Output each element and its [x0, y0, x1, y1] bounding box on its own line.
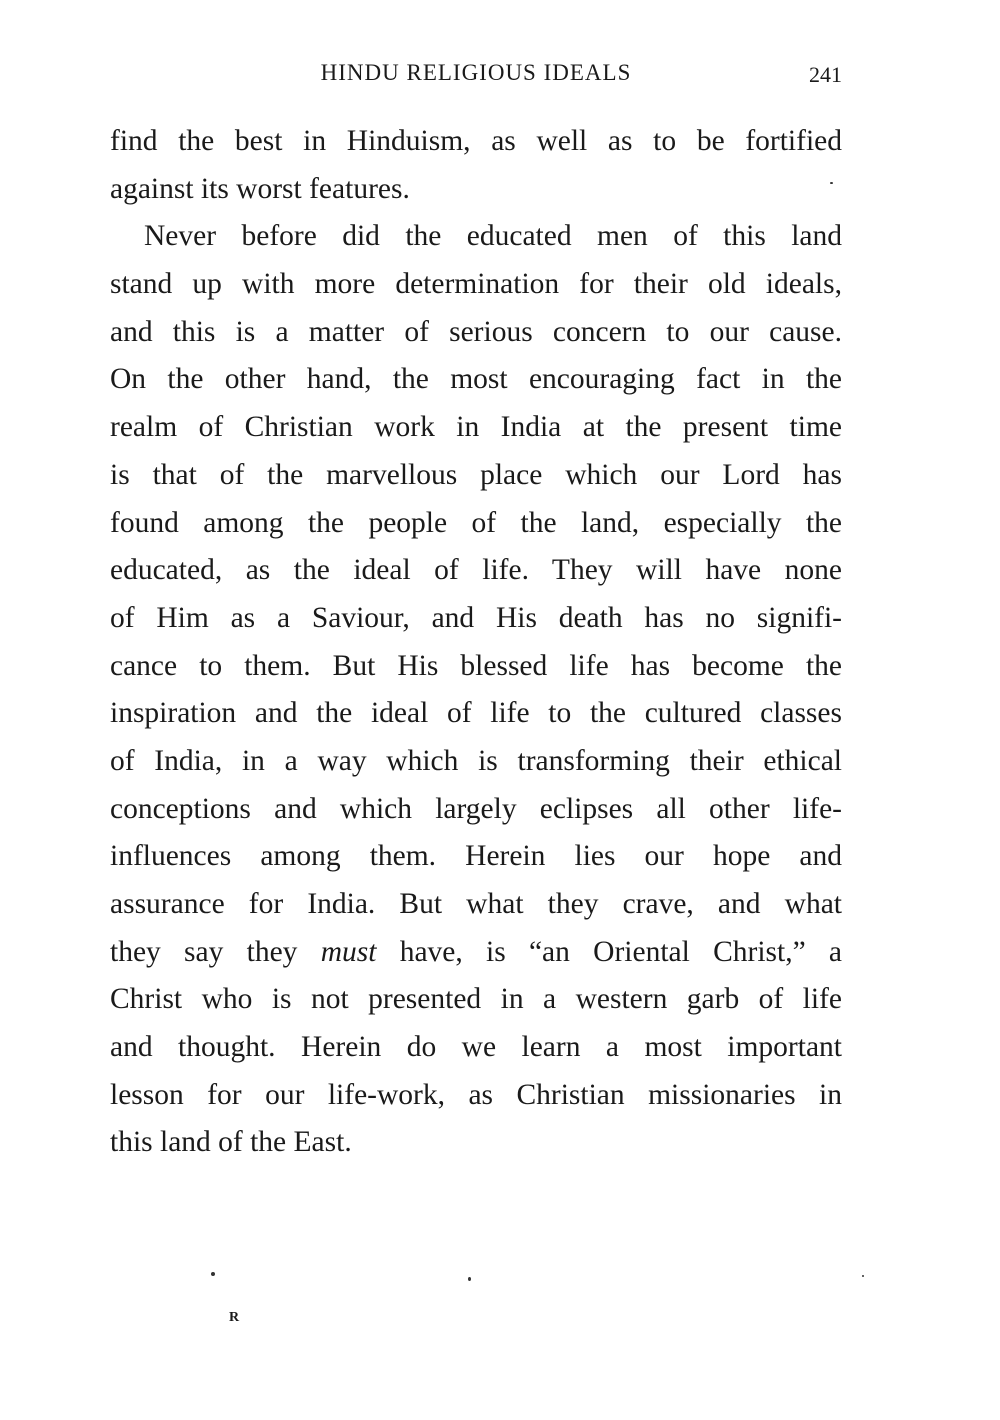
signature-mark: R	[229, 1310, 240, 1325]
text-line: against its worst features.	[110, 172, 410, 205]
text-line: stand up with more determination for their old ideals,	[110, 268, 842, 301]
text-segment: they say they	[110, 935, 298, 968]
text-segment: have, is “an Oriental Christ,” a	[399, 935, 843, 968]
text-line: lesson for our life-work, as Christian missionaries in	[110, 1078, 842, 1111]
text-line: realm of Christian work in India at the present time	[110, 411, 842, 444]
running-title: HINDU RELIGIOUS IDEALS	[320, 60, 632, 85]
text-line: educated, as the ideal of life. They will have none	[110, 554, 842, 587]
text-line: influences among them. Herein lies our hope and	[110, 840, 842, 873]
text-line: inspiration and the ideal of life to the cultured classes	[110, 697, 842, 730]
text-line: On the other hand, the most encouraging fact in the	[110, 363, 842, 396]
ink-speck	[468, 1277, 471, 1281]
text-line: is that of the marvellous place which our Lord has	[110, 458, 842, 491]
text-line: Never before did the educated men of this land	[144, 220, 842, 253]
text-line-emphasis	[110, 929, 842, 977]
ink-speck	[211, 1272, 215, 1276]
text-line: find the best in Hinduism, as well as to be fortified	[110, 125, 842, 157]
text-line: cance to them. But His blessed life has become the	[110, 649, 842, 682]
body-text	[110, 118, 842, 1167]
text-line: of Him as a Saviour, and His death has no signifi-	[110, 601, 842, 634]
emphasized-word: must	[320, 935, 377, 968]
text-line: this land of the East.	[110, 1126, 352, 1159]
text-line: assurance for India. But what they crave, and what	[110, 888, 842, 920]
ink-speck	[862, 1275, 864, 1277]
ink-speck	[830, 182, 833, 184]
text-line: of India, in a way which is transforming their ethical	[110, 744, 842, 777]
page-number: 241	[809, 62, 842, 87]
text-line: found among the people of the land, especially the	[110, 506, 842, 539]
text-line: and thought. Herein do we learn a most important	[110, 1031, 842, 1064]
running-head	[110, 60, 842, 92]
text-line: and this is a matter of serious concern to our cause.	[110, 315, 842, 348]
text-line: Christ who is not presented in a western garb of life	[110, 983, 842, 1016]
text-line: conceptions and which largely eclipses all other life-	[110, 792, 842, 825]
